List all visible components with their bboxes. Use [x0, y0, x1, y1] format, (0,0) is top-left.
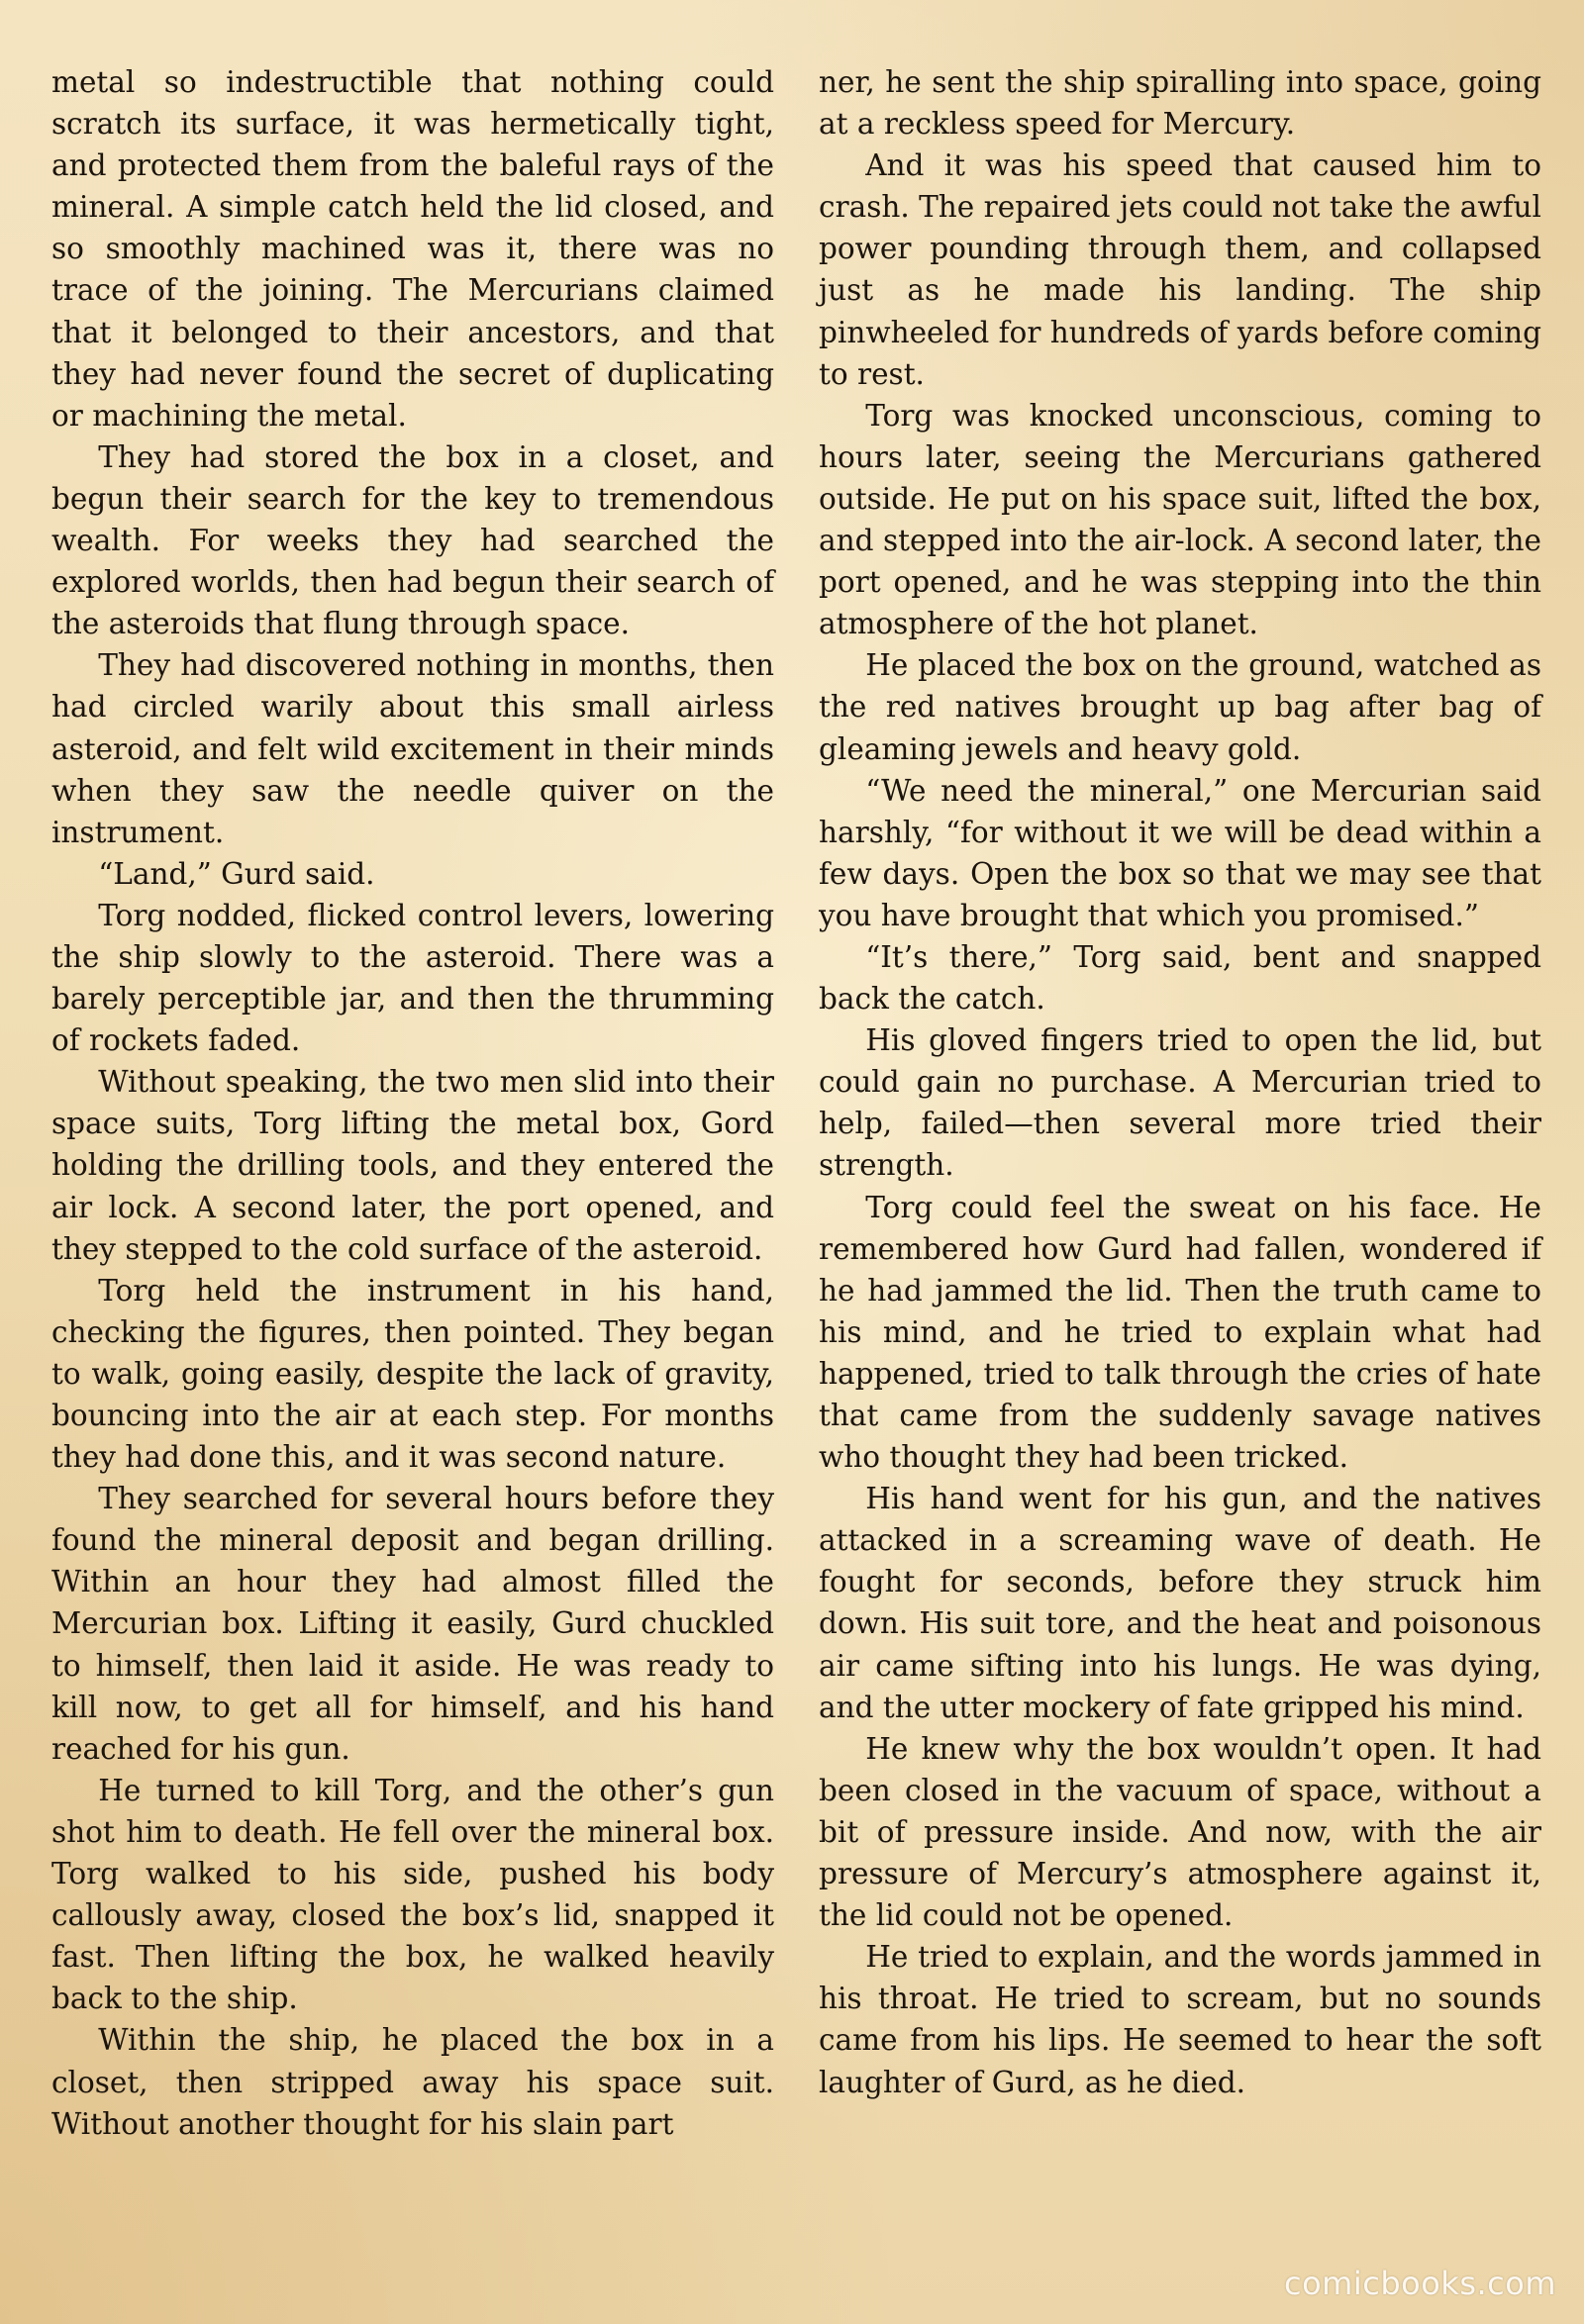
text-columns	[51, 61, 1541, 2254]
paragraph: He placed the box on the ground, watched as the red natives brought up bag after bag of gleaming jewels and heavy gold.	[819, 648, 1541, 766]
paragraph: They searched for several hours before they found the mineral deposit and began drilling. Within an hour they had almost filled the Mercurian box. Lifting it easily, Gurd chuckled to himself, then laid it aside. He was ready to kill now, to get all for himself, and his hand reached for his gun.	[51, 1482, 774, 1766]
paragraph: Torg nodded, flicked control levers, lowering the ship slowly to the asteroid. There was a barely perceptible jar, and then the thrumming of rockets faded.	[51, 898, 774, 1058]
right-column	[819, 61, 1541, 2254]
paragraph: “We need the mineral,” one Mercurian said harshly, “for without it we will be dead within a few days. Open the box so that we may see that you have brought that which you promised.”	[819, 773, 1541, 932]
paragraph: His hand went for his gun, and the natives attacked in a screaming wave of death. He fought for seconds, before they struck him down. His suit tore, and the heat and poisonous air came sifting into his lungs. He was dying, and the utter mockery of fate gripped his mind.	[819, 1482, 1541, 1724]
paragraph: ner, he sent the ship spiralling into space, going at a reckless speed for Mercury.	[819, 65, 1541, 142]
paragraph: They had discovered nothing in months, then had circled warily about this small airless asteroid, and felt wild excitement in their minds when they saw the needle quiver on the instrument.	[51, 648, 774, 849]
paragraph: They had stored the box in a closet, and begun their search for the key to tremendous wealth. For weeks they had searched the explored worlds, then had begun their search of the asteroids that flung through space.	[51, 439, 774, 641]
paragraph: And it was his speed that caused him to crash. The repaired jets could not take the awful power pounding through them, and collapsed just as he made his landing. The ship pinwheeled for hundreds of yards before coming to rest.	[819, 148, 1541, 391]
paragraph: He turned to kill Torg, and the other’s gun shot him to death. He fell over the mineral box. Torg walked to his side, pushed his body callously away, closed the box’s lid, snapped it fast. Then lifting the box, he walked heavily back to the ship.	[51, 1773, 774, 2016]
paragraph: Within the ship, he placed the box in a closet, then stripped away his space suit. Without another thought for his slain part	[51, 2023, 774, 2141]
paragraph: Torg could feel the sweat on his face. He remembered how Gurd had fallen, wondered if he had jammed the lid. Then the truth came to his mind, and he tried to explain what had happened, tried to talk through the cries of hate that came from the suddenly savage natives who thought they had been tricked.	[819, 1190, 1541, 1475]
left-column	[51, 61, 774, 2254]
paragraph: metal so indestructible that nothing could scratch its surface, it was hermetically tight, and protected them from the baleful rays of the mineral. A simple catch held the lid closed, and so smoothly machined was it, there was no trace of the joining. The Mercurians claimed that it belonged to their ancestors, and that they had never found the secret of duplicating or machining the metal.	[51, 65, 774, 433]
paragraph: Without speaking, the two men slid into their space suits, Torg lifting the metal box, Gord holding the drilling tools, and they entered the air lock. A second later, the port opened, and they stepped to the cold surface of the asteroid.	[51, 1065, 774, 1266]
paragraph: “It’s there,” Torg said, bent and snapped back the catch.	[819, 939, 1541, 1017]
paragraph: He knew why the box wouldn’t open. It had been closed in the vacuum of space, without a bit of pressure inside. And now, with the air pressure of Mercury’s atmosphere against it, the lid could not be opened.	[819, 1731, 1541, 1933]
paragraph: He tried to explain, and the words jammed in his throat. He tried to scream, but no sounds came from his lips. He seemed to hear the soft laughter of Gurd, as he died.	[819, 1940, 1541, 2099]
paragraph: Torg held the instrument in his hand, checking the figures, then pointed. They began to walk, going easily, despite the lack of gravity, bouncing into the air at each step. For months they had done this, and it was second nature.	[51, 1273, 774, 1475]
paragraph: His gloved fingers tried to open the lid, but could gain no purchase. A Mercurian tried to help, failed—then several more tried their strength.	[819, 1023, 1541, 1183]
paragraph: Torg was knocked unconscious, coming to hours later, seeing the Mercurians gathered outside. He put on his space suit, lifted the box, and stepped into the air-lock. A second later, the port opened, and he was stepping into the thin atmosphere of the hot planet.	[819, 398, 1541, 641]
paragraph: “Land,” Gurd said.	[98, 856, 375, 891]
site-watermark: comicbooks.com	[1283, 2265, 1556, 2302]
